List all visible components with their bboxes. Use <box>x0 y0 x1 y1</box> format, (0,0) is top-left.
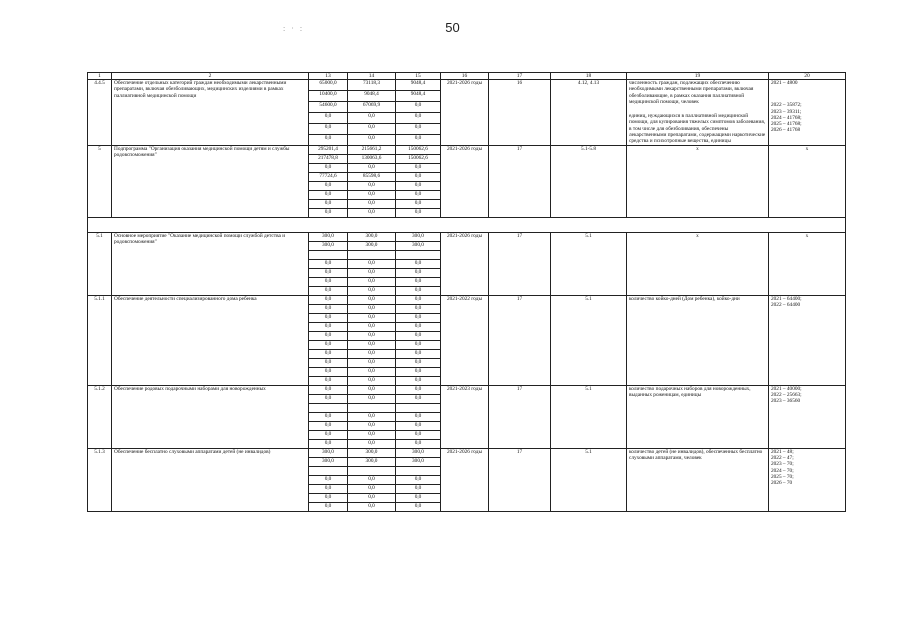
value-col-14: 0,0 <box>348 502 396 511</box>
value-col-13: 0,0 <box>309 286 348 295</box>
value-col-14 <box>348 403 396 412</box>
value-col-13: 0,0 <box>309 190 348 199</box>
table-row <box>88 385 846 394</box>
col-18-ref: 4.12, 4.13 <box>551 80 627 146</box>
value-col-14: 9048,4 <box>348 90 396 101</box>
column-number: 18 <box>551 73 627 80</box>
value-col-14: 0,0 <box>348 493 396 502</box>
value-col-15 <box>396 466 441 475</box>
value-col-14: 0,0 <box>348 313 396 322</box>
value-col-13: 300,0 <box>309 232 348 241</box>
indicator-values <box>769 145 846 217</box>
value-col-13: 0,0 <box>309 331 348 340</box>
value-col-15: 300,0 <box>396 241 441 250</box>
value-col-13: 0,0 <box>309 340 348 349</box>
spacer-cell <box>396 217 441 232</box>
value-col-15: 0,0 <box>396 484 441 493</box>
value-col-15: 9048,4 <box>396 80 441 91</box>
column-number: 13 <box>309 73 348 80</box>
column-number: 19 <box>627 73 769 80</box>
page-number: 50 <box>445 20 460 35</box>
scan-artifact: : · : <box>283 24 305 33</box>
indicator-value-line: 2021 – 40000; <box>771 385 802 392</box>
value-col-14 <box>348 250 396 259</box>
indicator-value-line: 2021 – 64400; <box>771 295 802 302</box>
value-col-13: 300,0 <box>309 448 348 457</box>
spacer-cell <box>348 217 396 232</box>
value-col-14: 0,0 <box>348 484 396 493</box>
value-col-13: 0,0 <box>309 349 348 358</box>
value-col-15: 0,0 <box>396 502 441 511</box>
implementation-years: 2021-2026 годы <box>441 145 489 217</box>
indicator-value-line: 2025 – 70; <box>771 473 794 480</box>
column-number: 14 <box>348 73 396 80</box>
indicator-value-line: 2026 – 41768 <box>771 127 801 134</box>
value-col-14: 0,0 <box>348 439 396 448</box>
value-col-15: 0,0 <box>396 181 441 190</box>
value-col-14: 300,0 <box>348 448 396 457</box>
value-col-13 <box>309 466 348 475</box>
col-18-ref: 5.1-5.8 <box>551 145 627 217</box>
item-name: Основное мероприятие "Оказание медицинской помощи службой детства и родовспоможения" <box>112 232 309 295</box>
value-col-13: 0,0 <box>309 134 348 145</box>
indicator-value-line: 2025 – 41768; <box>771 121 802 128</box>
indicator-description <box>627 80 769 146</box>
indicator-value-line: 2023 – 39311; <box>771 108 802 115</box>
value-col-13 <box>309 403 348 412</box>
value-col-13: 77724,6 <box>309 172 348 181</box>
col-17-ref: 17 <box>489 295 551 385</box>
value-col-15: 0,0 <box>396 134 441 145</box>
value-col-14: 0,0 <box>348 385 396 394</box>
col-17-ref: 16 <box>489 80 551 146</box>
value-col-15: 0,0 <box>396 493 441 502</box>
value-col-15: 0,0 <box>396 376 441 385</box>
value-col-14: 0,0 <box>348 304 396 313</box>
value-col-14: 0,0 <box>348 134 396 145</box>
value-col-13: 0,0 <box>309 493 348 502</box>
column-number: 17 <box>489 73 551 80</box>
indicator-value-line: х <box>805 145 809 152</box>
value-col-14: 300,0 <box>348 241 396 250</box>
value-col-13: 300,0 <box>309 457 348 466</box>
value-col-13: 0,0 <box>309 502 348 511</box>
value-col-13: 0,0 <box>309 475 348 484</box>
value-col-13: 54600,0 <box>309 101 348 112</box>
value-col-14: 215661,2 <box>348 145 396 154</box>
spacer-cell <box>88 217 112 232</box>
column-number: 1 <box>88 73 112 80</box>
indicator-value-line: 2023 – 70; <box>771 461 794 468</box>
value-col-13: 0,0 <box>309 394 348 403</box>
value-col-13: 0,0 <box>309 277 348 286</box>
indicator-text: количество детей (не инвалидов), обеспеченных бесплатно слуховыми аппаратами, человек <box>629 448 763 461</box>
item-number: 5 <box>88 145 112 217</box>
indicator-text: х <box>696 145 699 152</box>
value-col-15: 0,0 <box>396 286 441 295</box>
value-col-14: 0,0 <box>348 412 396 421</box>
item-name: Обеспечение бесплатно слуховыми аппаратами детей (не инвалидов) <box>112 448 309 511</box>
spacer-cell <box>309 217 348 232</box>
value-col-14: 0,0 <box>348 286 396 295</box>
column-number-row <box>88 73 846 80</box>
value-col-15: 0,0 <box>396 199 441 208</box>
value-col-14: 130063,6 <box>348 154 396 163</box>
implementation-years: 2021-2023 годы <box>441 385 489 448</box>
table-row <box>88 448 846 457</box>
value-col-15: 300,0 <box>396 457 441 466</box>
value-col-14: 0,0 <box>348 331 396 340</box>
value-col-13: 0,0 <box>309 163 348 172</box>
value-col-15: 0,0 <box>396 430 441 439</box>
col-18-ref: 5.1 <box>551 448 627 511</box>
value-col-15: 0,0 <box>396 358 441 367</box>
item-number: 5.1.3 <box>88 448 112 511</box>
value-col-13: 0,0 <box>309 295 348 304</box>
item-name: Подпрограмма "Организация оказания медицинской помощи детям и службы родовспоможения" <box>112 145 309 217</box>
value-col-13: 0,0 <box>309 181 348 190</box>
value-col-13: 0,0 <box>309 208 348 217</box>
indicator-values <box>769 385 846 448</box>
value-col-15: 300,0 <box>396 232 441 241</box>
value-col-15: 0,0 <box>396 268 441 277</box>
value-col-15: 0,0 <box>396 475 441 484</box>
value-col-15: 0,0 <box>396 412 441 421</box>
spacer-cell <box>551 217 627 232</box>
indicator-values <box>769 448 846 511</box>
implementation-years: 2021-2022 годы <box>441 295 489 385</box>
item-name: Обеспечение родовых подарочными наборами для новорожденных <box>112 385 309 448</box>
value-col-13: 0,0 <box>309 268 348 277</box>
item-number: 5.1 <box>88 232 112 295</box>
indicator-values <box>769 295 846 385</box>
col-17-ref: 17 <box>489 232 551 295</box>
value-col-13: 0,0 <box>309 112 348 123</box>
value-col-15: 0,0 <box>396 340 441 349</box>
col-17-ref: 17 <box>489 145 551 217</box>
value-col-13: 0,0 <box>309 123 348 134</box>
value-col-15: 0,0 <box>396 277 441 286</box>
indicator-value-line: 2026 – 70 <box>771 480 793 487</box>
value-col-14: 85598,6 <box>348 172 396 181</box>
implementation-years: 2021-2026 годы <box>441 232 489 295</box>
program-table <box>87 72 846 512</box>
value-col-14: 0,0 <box>348 181 396 190</box>
value-col-14: 0,0 <box>348 322 396 331</box>
value-col-15: 0,0 <box>396 112 441 123</box>
value-col-14: 300,0 <box>348 232 396 241</box>
value-col-13: 0,0 <box>309 412 348 421</box>
indicator-value-line: 2022 – 35872; <box>771 102 802 109</box>
value-col-14: 0,0 <box>348 123 396 134</box>
spacer-cell <box>441 217 489 232</box>
value-col-14: 0,0 <box>348 358 396 367</box>
value-col-15: 0,0 <box>396 421 441 430</box>
value-col-14: 0,0 <box>348 421 396 430</box>
value-col-13: 0,0 <box>309 376 348 385</box>
value-col-15: 0,0 <box>396 123 441 134</box>
value-col-14: 0,0 <box>348 430 396 439</box>
indicator-value-line: 2022 – 25663; <box>771 391 802 398</box>
value-col-15: 0,0 <box>396 394 441 403</box>
value-col-15: 0,0 <box>396 385 441 394</box>
table-row <box>88 80 846 91</box>
spacer-cell <box>627 217 769 232</box>
value-col-13: 0,0 <box>309 484 348 493</box>
col-18-ref: 5.1 <box>551 385 627 448</box>
value-col-13: 0,0 <box>309 385 348 394</box>
indicator-values <box>769 232 846 295</box>
value-col-15: 0,0 <box>396 163 441 172</box>
indicator-text: количество койко-дней (Дом ребенка), койко-дни <box>629 295 740 302</box>
indicator-values <box>769 80 846 146</box>
column-number: 20 <box>769 73 846 80</box>
value-col-15: 0,0 <box>396 172 441 181</box>
table-row <box>88 145 846 154</box>
spacer-cell <box>769 217 846 232</box>
value-col-14: 0,0 <box>348 475 396 484</box>
value-col-13: 295201,4 <box>309 145 348 154</box>
value-col-13: 0,0 <box>309 322 348 331</box>
value-col-13: 0,0 <box>309 439 348 448</box>
indicator-description <box>627 385 769 448</box>
indicator-text: количество подарочных наборов для новорожденных, выданных роженицам, единицы <box>629 385 751 398</box>
value-col-15: 0,0 <box>396 439 441 448</box>
value-col-15: 0,0 <box>396 295 441 304</box>
indicator-text-2: единиц, нуждающихся в паллиативной медицинской помощи, для купирования тяжелых симптомов заболевания, в том числе для обезболивания, обеспечены лекарственными препаратами, содержащими наркотические средства и психотропные вещества, единицы <box>629 113 766 145</box>
col-18-ref: 5.1 <box>551 232 627 295</box>
value-col-14: 0,0 <box>348 349 396 358</box>
value-col-15: 0,0 <box>396 304 441 313</box>
value-col-15: 0,0 <box>396 349 441 358</box>
value-col-14: 0,0 <box>348 268 396 277</box>
spacer-row <box>88 217 846 232</box>
value-col-15: 9048,4 <box>396 90 441 101</box>
value-col-14 <box>348 466 396 475</box>
value-col-15: 0,0 <box>396 208 441 217</box>
indicator-value-line: 2024 – 70; <box>771 467 794 474</box>
value-col-14: 0,0 <box>348 163 396 172</box>
indicator-description <box>627 232 769 295</box>
value-col-15: 0,0 <box>396 322 441 331</box>
col-17-ref: 17 <box>489 385 551 448</box>
value-col-15: 0,0 <box>396 259 441 268</box>
value-col-14: 0,0 <box>348 277 396 286</box>
value-col-14: 0,0 <box>348 199 396 208</box>
indicator-value-line: 2021 – 4800 <box>771 80 798 86</box>
column-number: 15 <box>396 73 441 80</box>
value-col-14: 0,0 <box>348 295 396 304</box>
value-col-14: 67069,9 <box>348 101 396 112</box>
value-col-15: 0,0 <box>396 331 441 340</box>
value-col-13: 10400,0 <box>309 90 348 101</box>
item-name: Обеспечение деятельности специализированного дома ребенка <box>112 295 309 385</box>
value-col-13 <box>309 250 348 259</box>
value-col-15: 150062,6 <box>396 145 441 154</box>
indicator-value-line: 2023 – 36560 <box>771 398 801 405</box>
value-col-14: 0,0 <box>348 208 396 217</box>
value-col-13: 0,0 <box>309 421 348 430</box>
indicator-value-line: 2021 – 48; <box>771 448 794 455</box>
item-number: 4.4.5 <box>88 80 112 146</box>
value-col-13: 0,0 <box>309 304 348 313</box>
indicator-value-line: 2022 – 64400 <box>771 301 801 308</box>
indicator-value-line: 2024 – 41768; <box>771 114 802 121</box>
value-col-15 <box>396 250 441 259</box>
value-col-14: 0,0 <box>348 259 396 268</box>
indicator-value-line: х <box>805 232 809 239</box>
value-col-14: 0,0 <box>348 376 396 385</box>
spacer-cell <box>112 217 309 232</box>
implementation-years: 2021-2026 годы <box>441 448 489 511</box>
column-number: 16 <box>441 73 489 80</box>
value-col-13: 0,0 <box>309 358 348 367</box>
item-number: 5.1.2 <box>88 385 112 448</box>
value-col-15: 0,0 <box>396 190 441 199</box>
value-col-13: 0,0 <box>309 259 348 268</box>
value-col-14: 73118,3 <box>348 80 396 91</box>
implementation-years: 2021-2026 годы <box>441 80 489 146</box>
value-col-15: 0,0 <box>396 101 441 112</box>
spacer <box>629 105 766 113</box>
value-col-13: 300,0 <box>309 241 348 250</box>
indicator-description <box>627 295 769 385</box>
value-col-15 <box>396 403 441 412</box>
value-col-14: 0,0 <box>348 340 396 349</box>
value-col-14: 0,0 <box>348 394 396 403</box>
indicator-description <box>627 145 769 217</box>
col-17-ref: 17 <box>489 448 551 511</box>
indicator-value-line: 2022 – 47; <box>771 454 794 461</box>
item-name: Обеспечение отдельных категорий граждан необходимыми лекарственными препаратами, включая обезболивающих, медицинских изделиями в рамках паллиативной медицинской помощи <box>112 80 309 146</box>
table-row <box>88 232 846 241</box>
column-number: 2 <box>112 73 309 80</box>
table-row <box>88 295 846 304</box>
col-18-ref: 5.1 <box>551 295 627 385</box>
table-body <box>88 73 846 512</box>
value-col-13: 217478,8 <box>309 154 348 163</box>
value-col-13: 0,0 <box>309 367 348 376</box>
value-col-13: 0,0 <box>309 199 348 208</box>
value-col-13: 0,0 <box>309 313 348 322</box>
indicator-description <box>627 448 769 511</box>
value-col-14: 0,0 <box>348 190 396 199</box>
value-col-13: 0,0 <box>309 430 348 439</box>
item-number: 5.1.1 <box>88 295 112 385</box>
spacer-cell <box>489 217 551 232</box>
indicator-text: х <box>696 232 699 239</box>
value-col-15: 300,0 <box>396 448 441 457</box>
value-col-14: 0,0 <box>348 112 396 123</box>
value-col-15: 0,0 <box>396 313 441 322</box>
value-col-14: 300,0 <box>348 457 396 466</box>
value-col-14: 0,0 <box>348 367 396 376</box>
spacer <box>771 86 843 94</box>
indicator-text: численность граждан, подлежащих обеспечению необходимыми лекарственными препаратами, включая обезболивающие, в рамках оказания паллиативной медицинской помощи, человек <box>629 80 754 105</box>
value-col-15: 150062,6 <box>396 154 441 163</box>
value-col-15: 0,0 <box>396 367 441 376</box>
value-col-13: 65000,0 <box>309 80 348 91</box>
spacer <box>771 94 843 102</box>
